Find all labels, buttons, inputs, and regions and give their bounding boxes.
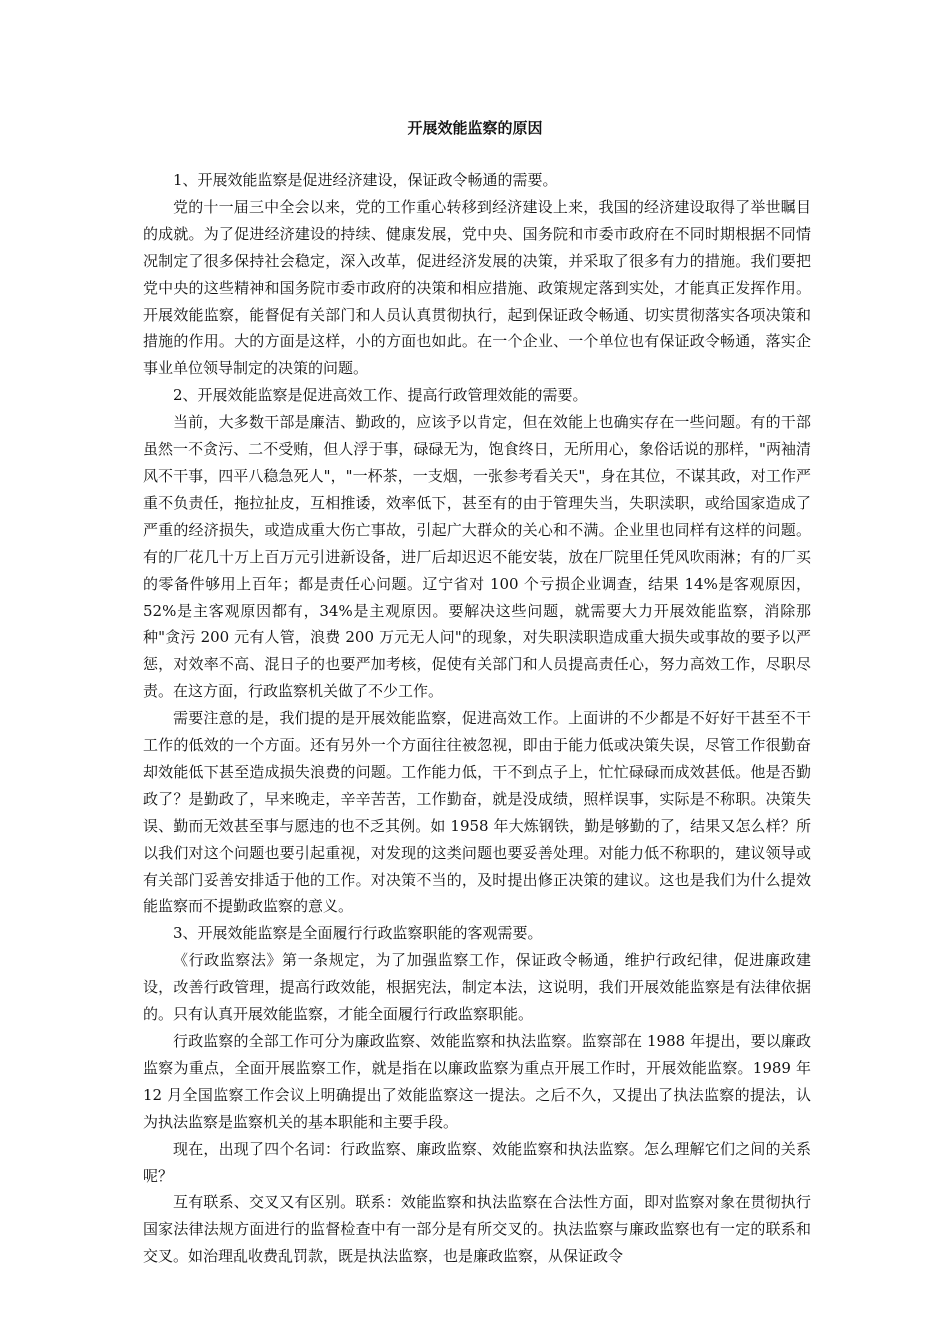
paragraph: 《行政监察法》第一条规定，为了加强监察工作，保证政令畅通，维护行政纪律，促进廉政建设，改善行政管理，提高行政效能，根据宪法，制定本法，这说明，我们开展效能监察是有法律依据的。只有认真开展效能监察，才能全面履行行政监察职能。 <box>143 951 811 1024</box>
paragraph: 现在，出现了四个名词：行政监察、廉政监察、效能监察和执法监察。怎么理解它们之间的关系呢？ <box>143 1139 811 1185</box>
paragraph: 互有联系、交叉又有区别。联系：效能监察和执法监察在合法性方面，即对监察对象在贯彻执行国家法律法规方面进行的监督检查中有一部分是有所交叉的。执法监察与廉政监察也有一定的联系和交叉。如治理乱收费乱罚款，既是执法监察，也是廉政监察，从保证政令 <box>143 1193 811 1266</box>
document-body <box>143 167 811 1270</box>
paragraph: 当前，大多数干部是廉洁、勤政的，应该予以肯定，但在效能上也确实存在一些问题。有的干部虽然一不贪污、二不受贿，但人浮于事，碌碌无为，饱食终日，无所用心，象俗话说的那样，"两袖清风不干事，四平八稳急死人"，"一杯茶，一支烟，一张参考看关天"，身在其位，不谋其政，对工作严重不负责任，拖拉扯皮，互相推诿，效率低下，甚至有的由于管理失当，失职渎职，或给国家造成了严重的经济损失，或造成重大伤亡事故，引起广大群众的关心和不满。企业里也同样有这样的问题。有的厂花几十万上百万元引进新设备，进厂后却迟迟不能安装，放在厂院里任凭风吹雨淋；有的厂买的零备件够用上百年；都是责任心问题。辽宁省对 100 个亏损企业调查，结果 14%是客观原因，52%是主客观原因都有，34%是主观原因。要解决这些问题，就需要大力开展效能监察，消除那种"贪污 200 元有人管，浪费 200 万元无人问"的现象，对失职渎职造成重大损失或事故的要予以严惩，对效率不高、混日子的也要严加考核，促使有关部门和人员提高责任心，努力高效工作，尽职尽责。在这方面，行政监察机关做了不少工作。 <box>143 413 811 701</box>
document-title: 开展效能监察的原因 <box>407 119 543 137</box>
paragraph: 党的十一届三中全会以来，党的工作重心转移到经济建设上来，我国的经济建设取得了举世瞩目的成就。为了促进经济建设的持续、健康发展，党中央、国务院和市委市政府在不同时期根据不同情况制定了很多保持社会稳定，深入改革，促进经济发展的决策，并采取了很多有力的措施。我们要把党中央的这些精神和国务院市委市政府的决策和相应措施、政策规定落到实处，才能真正发挥作用。开展效能监察，能督促有关部门和人员认真贯彻执行，起到保证政令畅通、切实贯彻落实各项决策和措施的作用。大的方面是这样，小的方面也如此。在一个企业、一个单位也有保证政令畅通，落实企事业单位领导制定的决策的问题。 <box>143 197 811 378</box>
paragraph: 2、开展效能监察是促进高效工作、提高行政管理效能的需要。 <box>173 386 588 405</box>
paragraph: 行政监察的全部工作可分为廉政监察、效能监察和执法监察。监察部在 1988 年提出，要以廉政监察为重点，全面开展监察工作，就是指在以廉政监察为重点开展工作时，开展效能监察。1989 年 12 月全国监察工作会议上明确提出了效能监察这一提法。之后不久，又提出了执法监察的提法，认为执法监察是监察机关的基本职能和主要手段。 <box>143 1032 811 1131</box>
paragraph: 1、开展效能监察是促进经济建设，保证政令畅通的需要。 <box>173 171 558 189</box>
paragraph: 需要注意的是，我们提的是开展效能监察，促进高效工作。上面讲的不少都是不好好干甚至不干工作的低效的一个方面。还有另外一个方面往往被忽视，即由于能力低或决策失误，尽管工作很勤奋却效能低下甚至造成损失浪费的问题。工作能力低，干不到点子上，忙忙碌碌而成效甚低。他是否勤政了？是勤政了，早来晚走，辛辛苦苦，工作勤奋，就是没成绩，照样误事，实际是不称职。决策失误、勤而无效甚至事与愿违的也不乏其例。如 1958 年大炼钢铁，勤是够勤的了，结果又怎么样？所以我们对这个问题也要引起重视，对发现的这类问题也要妥善处理。对能力低不称职的，建议领导或有关部门妥善安排适于他的工作。对决策不当的，及时提出修正决策的建议。这也是我们为什么提效能监察而不提勤政监察的意义。 <box>143 709 811 916</box>
paragraph: 3、开展效能监察是全面履行行政监察职能的客观需要。 <box>173 924 543 943</box>
